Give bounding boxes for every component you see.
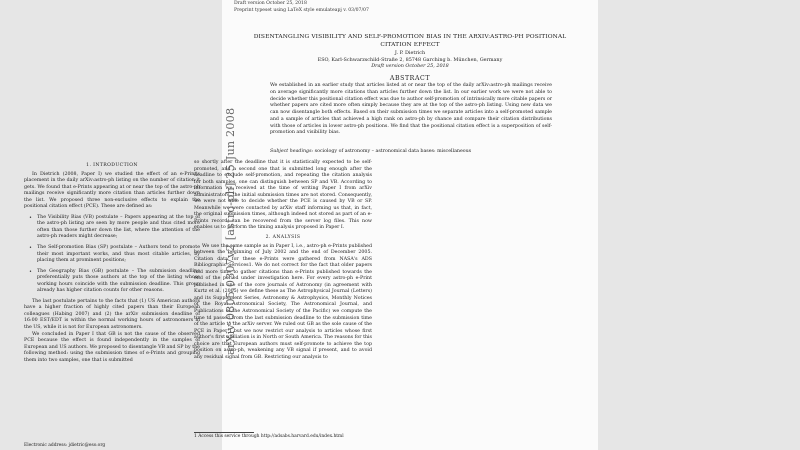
paragraph: We concluded in Paper I that GB is not the cause of the observed PCE because the effect is found independently in the samples of European and US authors. We proposed to disentangle VB and SP by the following method: using the submission times of e-Prints and grouping them into two samples, one that is submitted xyxy=(24,331,200,363)
paper-title: DISENTANGLING VISIBILITY AND SELF-PROMOTION BIAS IN THE ARXIV:ASTRO-PH POSITIONAL CITATION EFFECT xyxy=(253,34,567,48)
right-column xyxy=(194,160,372,361)
list-item: • The Visibility Bias (VB) postulate – Papers appearing at the top of the astro-ph listing are seen by more people and thus cited more often than those further down the list, where the attention of the astro-ph readers might decrease; xyxy=(29,214,200,240)
subject-headings-label: Subject headings: xyxy=(270,149,314,154)
footnote-rule xyxy=(194,432,254,433)
subject-headings xyxy=(270,149,552,156)
author: J. P. Dietrich xyxy=(394,50,426,56)
draft-header: Draft version October 25, 2018 xyxy=(234,1,307,6)
preprint-header: Preprint typeset using LaTeX style emulateapj v. 03/07/07 xyxy=(234,8,369,13)
viewer-background-right xyxy=(598,0,800,450)
left-column xyxy=(24,160,200,364)
intro-paragraph: In Dietrich (2008, Paper I) we studied the effect of an e-Print's placement in the daily arXiv:astro-ph listing on the number of citation it gets. We found that e-Prints appearing at or near the top of the astro-ph mailings receive significantly more citation than articles further down the list. We proposed three non-exclusive effects to explain the positional citation effect (PCE). These are defined as: xyxy=(24,171,200,210)
bullet-icon: • xyxy=(29,245,32,252)
affiliation: ESO, Karl-Schwarzschild-Straße 2, 85748 Garching b. München, Germany xyxy=(317,57,503,63)
paragraph: We use the same sample as in Paper I, i.e., astro-ph e-Prints published between the beginning of July 2002 and the end of December 2005. Citation data for these e-Prints were gathered from NASA's ADS Bibliographic Services1. We do not correct for the fact that older papers had more time to gather citations than e-Prints published towards the end of the period under investigation here. For every astro-ph e-Print published in one of the core journals of Astronomy (in agreement with Kurtz et al. (2005) we define these as The Astrophysical Journal (Letters) and its Supplement Series, Astronomy & Astrophysics, Monthly Notices of the Royal Astronomical Society, The Astronomical Journal, and Publications of the Astronomical Society of the Pacific) we compute the time td passed from the last submission deadline to the submission time of the article to the arXiv server. We ruled out GB as the sole cause of the PCE in Paper I but we now restrict our analysis to articles whose first author's first affiliation is in North or South America. The reasons for this choice are that European authors must self-promote to achieve the top position on astro-ph, weakening any VB signal if present, and to avoid any residual signal from GB. Restricting our analysis to xyxy=(194,243,372,360)
abstract-text: We established in an earlier study that articles listed at or near the top of the daily arXiv:astro-ph mailings receive on average significantly more citations than articles further down the list. In our earlier work we were not able to decide whether this positional citation effect was due to author self-promotion of intrinsically more citable papers or whether papers are cited more often simply because they are at the top of the astro-ph listing. Using new data we can now disentangle both effects. Based on their submission times we separate articles into a self-promoted sample and a sample of articles that achieved a high rank on astro-ph by chance and compare their citation distributions with those of articles in lower astro-ph positions. We find that the positional citation effect is a superposition of self-promotion and visibility bias. xyxy=(270,83,552,136)
paragraph: so shortly after the deadline that it is statistically expected to be self-promoted, and a second one that is submitted long enough after the deadline to exclude self-promotion, and repeating the citation analysis for both samples, one can distinguish between SP and VB. According to information we received at the time of writing Paper I from arXiv administrators, the initial submission times are not stored. Consequently, we were not able to decide whether the PCE is caused by VB or SP. Meanwhile we were contacted by arXiv staff informing us that, in fact, the original submission times, although indeed not stored as part of an e-Prints record, can be recovered from the server log files. This now enables us to perform the timing analysis proposed in Paper I. xyxy=(194,160,372,231)
intro-heading: 1. INTRODUCTION xyxy=(86,163,138,168)
bullet-icon: • xyxy=(29,214,32,221)
subject-headings-text: sociology of astronomy – astronomical data bases: miscellaneous xyxy=(314,149,472,154)
abstract-heading: ABSTRACT xyxy=(389,75,431,82)
bullet-icon: • xyxy=(29,268,32,275)
draft-version: Draft version October 25, 2018 xyxy=(371,63,449,69)
email-footnote: Electronic address: jdietric@eso.org xyxy=(24,443,106,448)
paragraph: The last postulate pertains to the facts that (1) US American authors have a higher fraction of highly cited papers than their European colleagues (Habing 2007) and (2) the arXiv submission deadline of 16:00 EST/EDT is within the normal working hours of astronomers in the US, while it is not for European astronomers. xyxy=(24,298,200,331)
bias-list xyxy=(24,215,200,295)
arxiv-identifier-stamp: arXiv:0805.0307v2 [astro-ph] 25 Jun 2008 xyxy=(224,107,237,355)
analysis-heading: 2. ANALYSIS xyxy=(265,235,301,241)
list-item: • The Self-promotion Bias (SP) postulate – Authors tend to promote their most important works, and thus most citable articles, by placing them at prominent positions; xyxy=(29,245,200,264)
list-item: • The Geography Bias (GB) postulate – The submission deadline preferentially puts those authors at the top of the listing whose working hours coincide with the submission deadline. This group already has higher citation counts for other reasons. xyxy=(29,268,200,294)
footnote: 1 Access this service through http://adsabs.harvard.edu/index.html xyxy=(194,434,344,439)
